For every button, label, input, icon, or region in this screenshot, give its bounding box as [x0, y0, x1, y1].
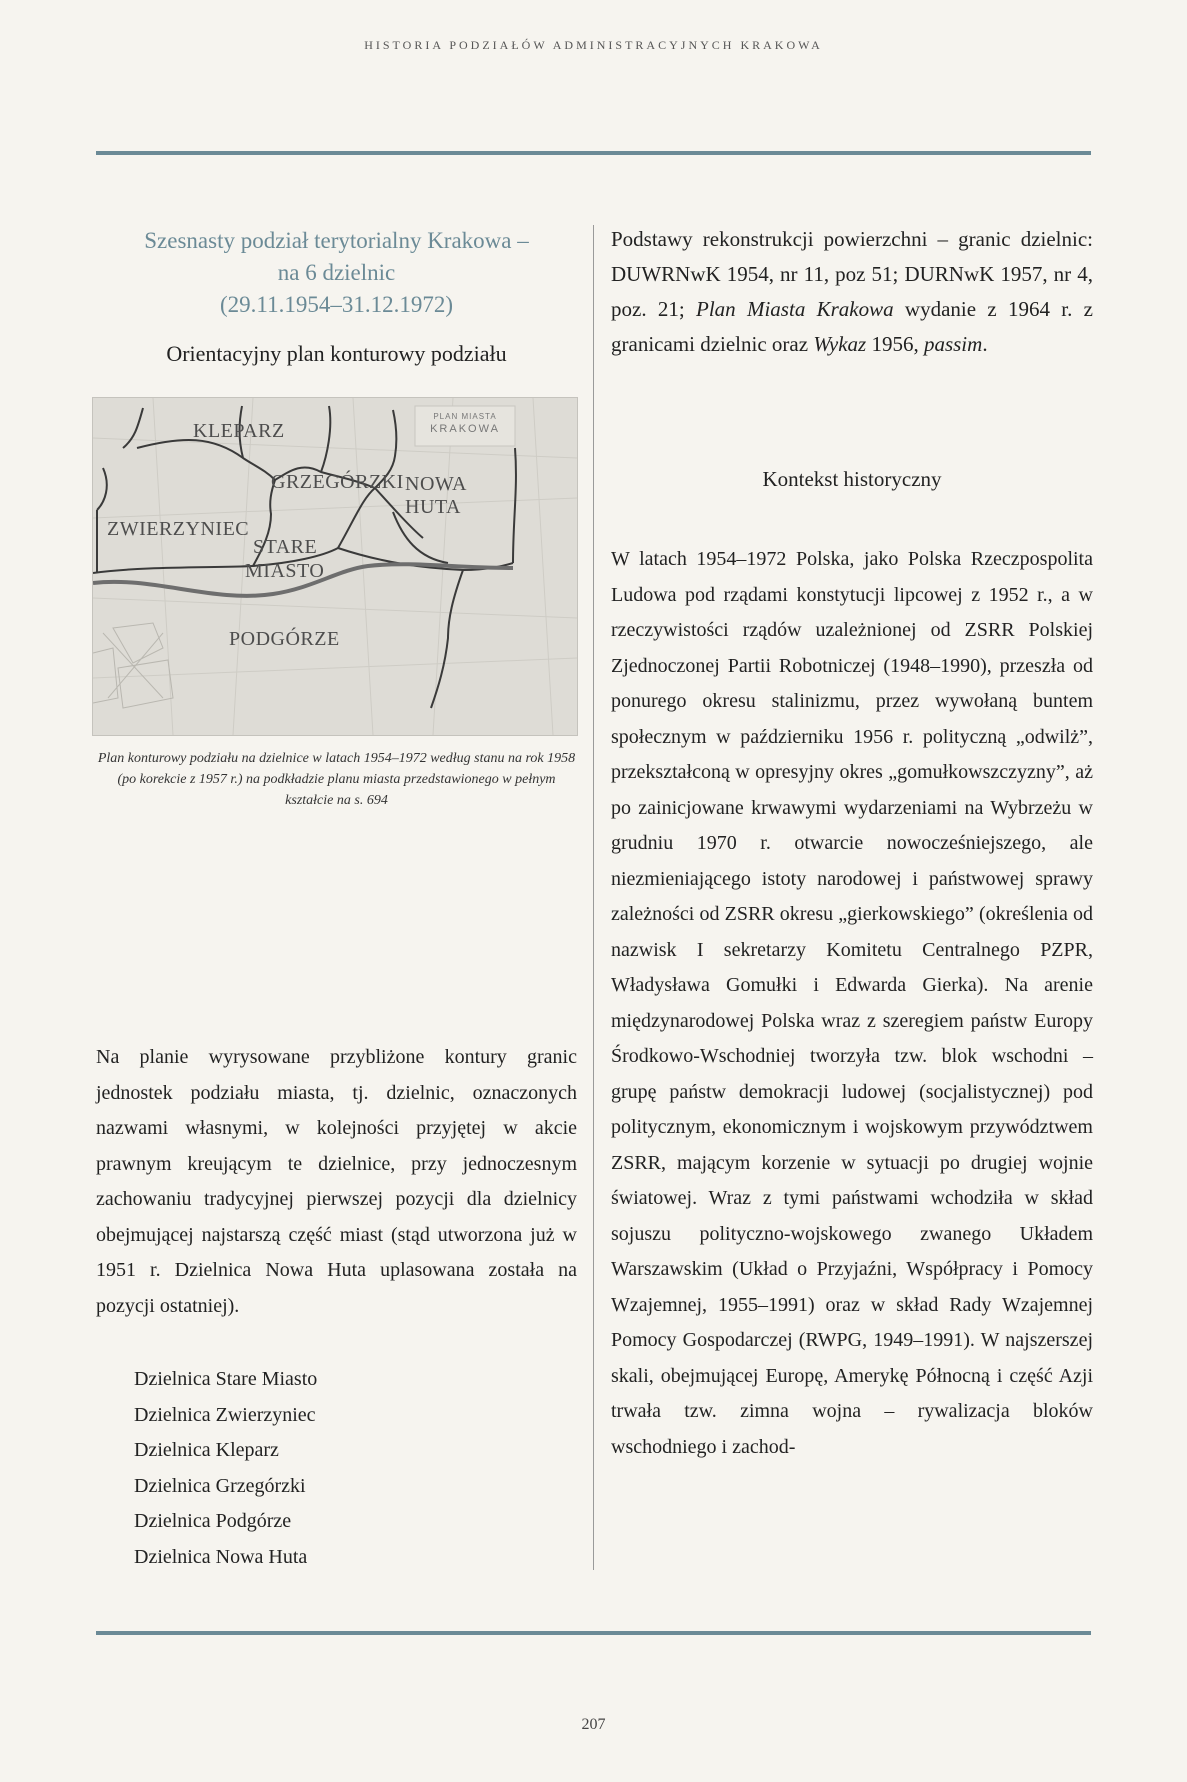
district-item: Dzielnica Stare Miasto [134, 1368, 318, 1390]
right-column [611, 222, 1093, 1458]
basis-source-title: Plan Miasta Krakowa [696, 297, 894, 321]
basis-text: . [982, 332, 988, 356]
map-caption: Plan konturowy podziału na dzielnice w latach 1954–1972 według stanu na rok 1958 (po korekcie z 1957 r.) na podkładzie planu miasta przedstawionego w pełnym kształcie na s. 694 [97, 751, 576, 808]
map-heading: Orientacyjny plan konturowy podziału [166, 341, 507, 366]
district-item: Dzielnica Grzegórzki [134, 1474, 306, 1497]
map-label-miasto: MIASTO [245, 560, 325, 582]
basis-passim: passim [923, 332, 983, 356]
district-map [92, 397, 578, 736]
map-inset-line1: PLAN MIASTA [433, 412, 497, 421]
map-drawing [93, 398, 577, 735]
basis-source-title: Wykaz [813, 332, 867, 356]
map-inset-line2: KRAKOWA [430, 423, 500, 435]
left-body-paragraph: Na planie wyrysowane przybliżone kontury granic jednostek podziału miasta, tj. dzielnic, oznaczonych nazwami własnymi, w kolejności przyjętej w akcie prawnym kreującym te dzielnice, przy jednoczesnym zachowaniu tradycyjnej pierwszej pozycji dla dzielnicy obejmującej najstarszą część miast (stąd utworzona już w 1951 r. Dzielnica Nowa Huta uplasowana została na pozycji ostatniej). [96, 1046, 577, 1317]
context-heading: Kontekst historyczny [762, 467, 942, 491]
context-body-paragraph: W latach 1954–1972 Polska, jako Polska Rzeczpospolita Ludowa pod rządami konstytucji lipcowej z 1952 r., a w rzeczywistości rządów uzależnionej od ZSRR Polskiej Zjednoczonej Partii Robotniczej (1948–1990), przeszła od ponurego okresu stalinizmu, przez wywołaną buntem społecznym w październiku 1956 r. polityczną „odwilż”, przekształconą w opresyjny okres „gomułkowszczyzny”, aż po zainicjowane krwawymi wydarzeniami na Wybrzeżu w grudniu 1970 r. otwarcie nowocześniejszego, ale niezmieniającego istoty narodowej i państwowej sprawy zależności od ZSRR okresu „gierkowskiego” (określenia od nazwisk I sekretarzy Komitetu Centralnego PZPR, Władysława Gomułki i Edwarda Gierka). Na arenie międzynarodowej Polska wraz z szeregiem państw Europy Środkowo-Wschodniej tworzyła tzw. blok wschodni – grupę państw demokracji ludowej (socjalistycznej) pod politycznym, ekonomicznym i wojskowym przywództwem ZSRR, mającym korzenie w sytuacji po drugiej wojnie światowej. Wraz z tymi państwami wchodziła w skład sojuszu polityczno-wojskowego zwanego Układem Warszawskim (Układ o Przyjaźni, Współpracy i Pomocy Wzajemnej, 1955–1991) oraz w skład Rady Wzajemnej Pomocy Gospodarczej (RWPG, 1949–1991). W najszerszej skali, obejmującej Europę, Amerykę Północną i część Azji trwała tzw. zimna wojna – rywalizacja bloków wschodniego i zachod- [611, 548, 1093, 1458]
section-title [96, 225, 577, 321]
district-item: Dzielnica Zwierzyniec [134, 1403, 316, 1426]
map-label-nowa: NOWA [405, 473, 467, 495]
district-item: Dzielnica Podgórze [134, 1510, 292, 1532]
left-column [96, 225, 577, 1568]
page-number: 207 [581, 1716, 606, 1733]
map-label-zwierzyniec: ZWIERZYNIEC [107, 518, 250, 540]
section-title-line1: Szesnasty podział terytorialny Krakowa – [144, 228, 529, 253]
map-label-podgorze: PODGÓRZE [229, 628, 340, 650]
section-title-line2: na 6 dzielnic [277, 260, 396, 285]
column-divider [593, 225, 594, 1570]
basis-text: wydanie z 1964 r. z granicami dzielnic oraz [611, 297, 1093, 356]
running-header: HISTORIA PODZIAŁÓW ADMINISTRACYJNYCH KRAKOWA [364, 38, 823, 52]
basis-text: 1956, [866, 332, 924, 356]
map-label-kleparz: KLEPARZ [193, 420, 285, 442]
section-title-line3: (29.11.1954–31.12.1972) [220, 292, 453, 317]
district-item: Dzielnica Kleparz [134, 1439, 279, 1461]
reconstruction-basis [611, 222, 1093, 362]
map-label-huta: HUTA [405, 496, 461, 518]
bottom-rule [96, 1631, 1091, 1635]
map-label-stare: STARE [253, 536, 318, 558]
district-list [134, 1362, 317, 1575]
district-item: Dzielnica Nowa Huta [134, 1545, 308, 1568]
basis-text: Podstawy rekonstrukcji powierzchni – granic dzielnic: DUWRNwK 1954, nr 11, poz 51; DURNwK 1957, nr 4, poz. 21; [611, 227, 1093, 321]
map-label-grzegorzki: GRZEGÓRZKI [271, 471, 404, 493]
top-rule [96, 151, 1091, 155]
